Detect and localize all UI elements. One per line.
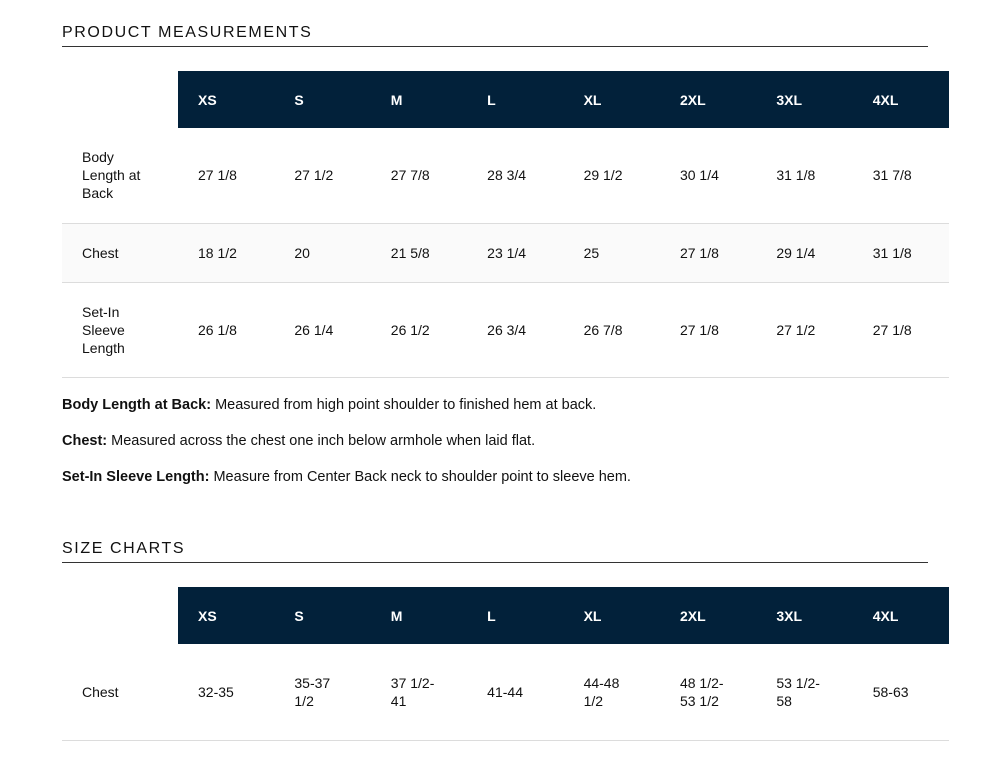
table-cell: 27 7/8 [371,128,467,223]
table-cell: 32-35 [178,644,274,740]
header-blank-cell [62,587,178,644]
table-cell: 29 1/2 [564,128,660,223]
table-cell: 26 1/8 [178,282,274,377]
table-cell: 27 1/8 [660,223,756,282]
note-term: Chest: [62,433,108,449]
note-text: Measure from Center Back neck to shoulder point to sleeve hem. [209,469,631,485]
table-cell: 31 1/8 [756,128,852,223]
table-cell: 41-44 [467,644,563,740]
table-cell: 48 1/2-53 1/2 [660,644,756,740]
table-cell: 27 1/8 [660,282,756,377]
size-header: L [467,587,563,644]
table-cell: 44-48 1/2 [564,644,660,740]
size-header: 3XL [756,71,852,128]
size-header: XS [178,587,274,644]
size-chart-header-row [62,587,949,644]
table-cell: 21 5/8 [371,223,467,282]
size-header: L [467,71,563,128]
table-cell: 31 7/8 [853,128,949,223]
table-cell: 27 1/2 [756,282,852,377]
table-cell: 37 1/2-41 [371,644,467,740]
size-header: 3XL [756,587,852,644]
table-cell: 26 3/4 [467,282,563,377]
table-row [62,282,949,377]
table-cell: 25 [564,223,660,282]
table-cell: 26 1/2 [371,282,467,377]
note-text: Measured from high point shoulder to finished hem at back. [211,397,597,413]
table-cell: 26 7/8 [564,282,660,377]
header-blank-cell [62,71,178,128]
note-text: Measured across the chest one inch below armhole when laid flat. [107,433,536,449]
product-measurements-table [62,71,949,378]
table-cell: 26 1/4 [274,282,370,377]
size-header: 4XL [853,587,949,644]
row-label: Chest [62,644,178,740]
table-cell: 28 3/4 [467,128,563,223]
size-header: 4XL [853,71,949,128]
size-header: XS [178,71,274,128]
size-header: S [274,71,370,128]
table-cell: 29 1/4 [756,223,852,282]
size-header: 2XL [660,71,756,128]
table-cell: 27 1/8 [853,282,949,377]
table-cell: 58-63 [853,644,949,740]
size-header: 2XL [660,587,756,644]
size-header: S [274,587,370,644]
size-header: M [371,587,467,644]
size-header: XL [564,587,660,644]
note [62,468,942,486]
row-label: Chest [62,223,178,282]
note-term: Body Length at Back: [62,397,212,413]
measurement-notes [62,396,942,486]
row-label: Set-In Sleeve Length [62,282,178,377]
note [62,396,942,414]
table-row [62,644,949,740]
table-cell: 35-37 1/2 [274,644,370,740]
table-cell: 27 1/8 [178,128,274,223]
note-term: Set-In Sleeve Length: [62,469,210,485]
table-cell: 18 1/2 [178,223,274,282]
table-cell: 30 1/4 [660,128,756,223]
size-charts-title: SIZE CHARTS [62,540,928,563]
size-header: M [371,71,467,128]
size-header: XL [564,71,660,128]
table-cell: 31 1/8 [853,223,949,282]
note [62,432,942,450]
table-cell: 23 1/4 [467,223,563,282]
row-label: Body Length at Back [62,128,178,223]
product-measurements-title: PRODUCT MEASUREMENTS [62,24,928,47]
table-cell: 53 1/2-58 [756,644,852,740]
table-row [62,128,949,223]
size-charts-table [62,587,949,741]
table-row [62,223,949,282]
measurements-header-row [62,71,949,128]
table-cell: 20 [274,223,370,282]
table-cell: 27 1/2 [274,128,370,223]
